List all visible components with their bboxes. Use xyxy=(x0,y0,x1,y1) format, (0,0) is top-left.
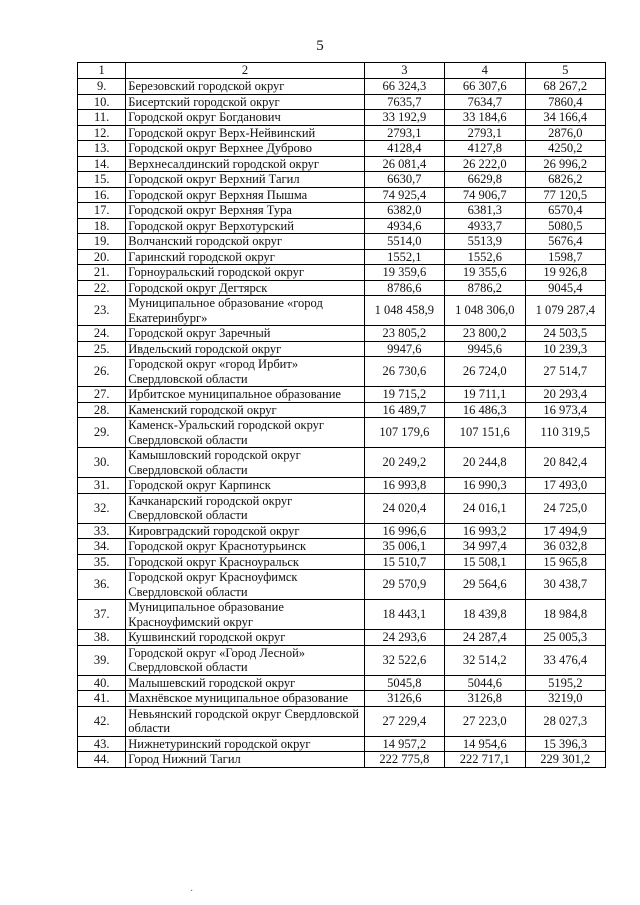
value-col-4: 20 244,8 xyxy=(445,448,525,478)
table-row xyxy=(78,172,606,188)
value-col-5: 17 493,0 xyxy=(525,478,605,494)
value-col-5: 16 973,4 xyxy=(525,402,605,418)
header-col-5: 5 xyxy=(525,63,605,79)
municipality-name: Городской округ Верхняя Пышма xyxy=(126,187,364,203)
municipality-name: Город Нижний Тагил xyxy=(126,752,364,768)
value-col-3: 8786,6 xyxy=(364,280,444,296)
value-col-3: 4128,4 xyxy=(364,141,444,157)
value-col-5: 20 293,4 xyxy=(525,387,605,403)
municipality-name: Муниципальное образование «город Екатеринбург» xyxy=(126,296,364,326)
row-number: 27. xyxy=(78,387,126,403)
value-col-3: 6630,7 xyxy=(364,172,444,188)
value-col-4: 6381,3 xyxy=(445,203,525,219)
municipality-name: Городской округ Краснотурьинск xyxy=(126,539,364,555)
row-number: 19. xyxy=(78,234,126,250)
value-col-3: 19 359,6 xyxy=(364,265,444,281)
row-number: 12. xyxy=(78,125,126,141)
table-row xyxy=(78,752,606,768)
row-number: 40. xyxy=(78,675,126,691)
municipality-name: Городской округ Верхний Тагил xyxy=(126,172,364,188)
table-row xyxy=(78,691,606,707)
table-row xyxy=(78,357,606,387)
row-number: 43. xyxy=(78,736,126,752)
value-col-4: 66 307,6 xyxy=(445,79,525,95)
value-col-5: 6826,2 xyxy=(525,172,605,188)
table-row xyxy=(78,218,606,234)
municipality-name: Ивдельский городской округ xyxy=(126,341,364,357)
value-col-5: 27 514,7 xyxy=(525,357,605,387)
value-col-5: 5080,5 xyxy=(525,218,605,234)
row-number: 37. xyxy=(78,600,126,630)
budget-table xyxy=(77,62,606,768)
value-col-3: 24 020,4 xyxy=(364,493,444,523)
scan-mark: · xyxy=(190,886,194,897)
table-row xyxy=(78,387,606,403)
municipality-name: Городской округ «Город Лесной» Свердловской области xyxy=(126,645,364,675)
table-row xyxy=(78,326,606,342)
row-number: 36. xyxy=(78,570,126,600)
table-row xyxy=(78,570,606,600)
value-col-4: 7634,7 xyxy=(445,94,525,110)
value-col-3: 20 249,2 xyxy=(364,448,444,478)
table-row xyxy=(78,94,606,110)
value-col-4: 19 711,1 xyxy=(445,387,525,403)
value-col-5: 7860,4 xyxy=(525,94,605,110)
row-number: 25. xyxy=(78,341,126,357)
municipality-name: Городской округ Верхотурский xyxy=(126,218,364,234)
value-col-5: 3219,0 xyxy=(525,691,605,707)
table-row xyxy=(78,187,606,203)
municipality-name: Кушвинский городской округ xyxy=(126,630,364,646)
value-col-4: 8786,2 xyxy=(445,280,525,296)
value-col-5: 30 438,7 xyxy=(525,570,605,600)
row-number: 24. xyxy=(78,326,126,342)
municipality-name: Городской округ Дегтярск xyxy=(126,280,364,296)
municipality-name: Невьянский городской округ Свердловской области xyxy=(126,706,364,736)
row-number: 22. xyxy=(78,280,126,296)
value-col-3: 32 522,6 xyxy=(364,645,444,675)
value-col-5: 10 239,3 xyxy=(525,341,605,357)
value-col-4: 16 486,3 xyxy=(445,402,525,418)
row-number: 32. xyxy=(78,493,126,523)
value-col-4: 23 800,2 xyxy=(445,326,525,342)
value-col-4: 6629,8 xyxy=(445,172,525,188)
municipality-name: Городской округ Верхняя Тура xyxy=(126,203,364,219)
value-col-4: 222 717,1 xyxy=(445,752,525,768)
table-row xyxy=(78,645,606,675)
municipality-name: Верхнесалдинский городской округ xyxy=(126,156,364,172)
row-number: 9. xyxy=(78,79,126,95)
value-col-3: 66 324,3 xyxy=(364,79,444,95)
table-row xyxy=(78,736,606,752)
table-row xyxy=(78,418,606,448)
value-col-3: 16 993,8 xyxy=(364,478,444,494)
municipality-name: Городской округ Верх-Нейвинский xyxy=(126,125,364,141)
row-number: 42. xyxy=(78,706,126,736)
municipality-name: Малышевский городской округ xyxy=(126,675,364,691)
municipality-name: Кировградский городской округ xyxy=(126,523,364,539)
row-number: 21. xyxy=(78,265,126,281)
municipality-name: Городской округ Красноуфимск Свердловской области xyxy=(126,570,364,600)
value-col-5: 9045,4 xyxy=(525,280,605,296)
value-col-4: 26 724,0 xyxy=(445,357,525,387)
value-col-3: 16 996,6 xyxy=(364,523,444,539)
value-col-4: 74 906,7 xyxy=(445,187,525,203)
value-col-5: 18 984,8 xyxy=(525,600,605,630)
row-number: 35. xyxy=(78,554,126,570)
value-col-4: 1552,6 xyxy=(445,249,525,265)
row-number: 26. xyxy=(78,357,126,387)
row-number: 41. xyxy=(78,691,126,707)
municipality-name: Городской округ Богданович xyxy=(126,110,364,126)
value-col-3: 5514,0 xyxy=(364,234,444,250)
table-row xyxy=(78,125,606,141)
table-body xyxy=(78,79,606,768)
value-col-3: 23 805,2 xyxy=(364,326,444,342)
value-col-4: 24 016,1 xyxy=(445,493,525,523)
value-col-3: 3126,6 xyxy=(364,691,444,707)
value-col-3: 2793,1 xyxy=(364,125,444,141)
table-row xyxy=(78,280,606,296)
value-col-3: 9947,6 xyxy=(364,341,444,357)
value-col-3: 5045,8 xyxy=(364,675,444,691)
value-col-3: 19 715,2 xyxy=(364,387,444,403)
value-col-4: 15 508,1 xyxy=(445,554,525,570)
value-col-5: 34 166,4 xyxy=(525,110,605,126)
municipality-name: Березовский городской округ xyxy=(126,79,364,95)
value-col-4: 33 184,6 xyxy=(445,110,525,126)
value-col-4: 16 990,3 xyxy=(445,478,525,494)
municipality-name: Нижнетуринский городской округ xyxy=(126,736,364,752)
value-col-3: 27 229,4 xyxy=(364,706,444,736)
table-row xyxy=(78,539,606,555)
value-col-5: 26 996,2 xyxy=(525,156,605,172)
value-col-3: 16 489,7 xyxy=(364,402,444,418)
value-col-4: 107 151,6 xyxy=(445,418,525,448)
value-col-4: 24 287,4 xyxy=(445,630,525,646)
value-col-5: 2876,0 xyxy=(525,125,605,141)
value-col-3: 35 006,1 xyxy=(364,539,444,555)
value-col-3: 14 957,2 xyxy=(364,736,444,752)
header-col-3: 3 xyxy=(364,63,444,79)
value-col-5: 77 120,5 xyxy=(525,187,605,203)
value-col-4: 32 514,2 xyxy=(445,645,525,675)
row-number: 23. xyxy=(78,296,126,326)
value-col-3: 222 775,8 xyxy=(364,752,444,768)
value-col-5: 1 079 287,4 xyxy=(525,296,605,326)
row-number: 11. xyxy=(78,110,126,126)
value-col-3: 15 510,7 xyxy=(364,554,444,570)
table-row xyxy=(78,141,606,157)
value-col-3: 24 293,6 xyxy=(364,630,444,646)
value-col-5: 5676,4 xyxy=(525,234,605,250)
row-number: 17. xyxy=(78,203,126,219)
row-number: 29. xyxy=(78,418,126,448)
value-col-3: 1552,1 xyxy=(364,249,444,265)
value-col-3: 4934,6 xyxy=(364,218,444,234)
table-row xyxy=(78,110,606,126)
value-col-5: 25 005,3 xyxy=(525,630,605,646)
value-col-5: 1598,7 xyxy=(525,249,605,265)
municipality-name: Городской округ «город Ирбит» Свердловской области xyxy=(126,357,364,387)
row-number: 20. xyxy=(78,249,126,265)
municipality-name: Камышловский городской округ Свердловской области xyxy=(126,448,364,478)
value-col-3: 29 570,9 xyxy=(364,570,444,600)
value-col-5: 110 319,5 xyxy=(525,418,605,448)
value-col-5: 4250,2 xyxy=(525,141,605,157)
row-number: 28. xyxy=(78,402,126,418)
table-row xyxy=(78,402,606,418)
table-row xyxy=(78,341,606,357)
value-col-3: 6382,0 xyxy=(364,203,444,219)
table-row xyxy=(78,706,606,736)
value-col-3: 26 730,6 xyxy=(364,357,444,387)
value-col-3: 1 048 458,9 xyxy=(364,296,444,326)
value-col-5: 15 965,8 xyxy=(525,554,605,570)
header-col-2: 2 xyxy=(126,63,364,79)
table-row xyxy=(78,203,606,219)
table-row xyxy=(78,156,606,172)
table-row xyxy=(78,493,606,523)
row-number: 18. xyxy=(78,218,126,234)
row-number: 10. xyxy=(78,94,126,110)
value-col-4: 29 564,6 xyxy=(445,570,525,600)
value-col-5: 33 476,4 xyxy=(525,645,605,675)
value-col-4: 27 223,0 xyxy=(445,706,525,736)
municipality-name: Каменский городской округ xyxy=(126,402,364,418)
table-row xyxy=(78,630,606,646)
row-number: 16. xyxy=(78,187,126,203)
row-number: 33. xyxy=(78,523,126,539)
value-col-4: 2793,1 xyxy=(445,125,525,141)
row-number: 15. xyxy=(78,172,126,188)
table-row xyxy=(78,448,606,478)
value-col-4: 16 993,2 xyxy=(445,523,525,539)
value-col-4: 19 355,6 xyxy=(445,265,525,281)
value-col-5: 24 503,5 xyxy=(525,326,605,342)
value-col-3: 7635,7 xyxy=(364,94,444,110)
row-number: 30. xyxy=(78,448,126,478)
value-col-3: 18 443,1 xyxy=(364,600,444,630)
value-col-5: 36 032,8 xyxy=(525,539,605,555)
value-col-4: 4127,8 xyxy=(445,141,525,157)
value-col-4: 14 954,6 xyxy=(445,736,525,752)
value-col-5: 17 494,9 xyxy=(525,523,605,539)
value-col-4: 5513,9 xyxy=(445,234,525,250)
row-number: 38. xyxy=(78,630,126,646)
header-row xyxy=(78,63,606,79)
table-row xyxy=(78,600,606,630)
row-number: 13. xyxy=(78,141,126,157)
value-col-5: 5195,2 xyxy=(525,675,605,691)
table-row xyxy=(78,265,606,281)
header-col-1: 1 xyxy=(78,63,126,79)
row-number: 34. xyxy=(78,539,126,555)
municipality-name: Качканарский городской округ Свердловской области xyxy=(126,493,364,523)
value-col-5: 28 027,3 xyxy=(525,706,605,736)
value-col-4: 4933,7 xyxy=(445,218,525,234)
value-col-3: 33 192,9 xyxy=(364,110,444,126)
table-row xyxy=(78,675,606,691)
value-col-5: 68 267,2 xyxy=(525,79,605,95)
table-row xyxy=(78,296,606,326)
municipality-name: Городской округ Карпинск xyxy=(126,478,364,494)
value-col-5: 20 842,4 xyxy=(525,448,605,478)
municipality-name: Гаринский городской округ xyxy=(126,249,364,265)
value-col-5: 15 396,3 xyxy=(525,736,605,752)
value-col-4: 26 222,0 xyxy=(445,156,525,172)
municipality-name: Волчанский городской округ xyxy=(126,234,364,250)
value-col-4: 34 997,4 xyxy=(445,539,525,555)
value-col-4: 1 048 306,0 xyxy=(445,296,525,326)
value-col-3: 26 081,4 xyxy=(364,156,444,172)
table-row xyxy=(78,234,606,250)
municipality-name: Бисертский городской округ xyxy=(126,94,364,110)
table-row xyxy=(78,249,606,265)
value-col-4: 9945,6 xyxy=(445,341,525,357)
table-row xyxy=(78,554,606,570)
value-col-4: 18 439,8 xyxy=(445,600,525,630)
row-number: 14. xyxy=(78,156,126,172)
row-number: 31. xyxy=(78,478,126,494)
municipality-name: Городской округ Верхнее Дуброво xyxy=(126,141,364,157)
table-row xyxy=(78,523,606,539)
table-row xyxy=(78,79,606,95)
municipality-name: Городской округ Заречный xyxy=(126,326,364,342)
page-number: 5 xyxy=(316,38,324,54)
value-col-4: 3126,8 xyxy=(445,691,525,707)
value-col-4: 5044,6 xyxy=(445,675,525,691)
row-number: 44. xyxy=(78,752,126,768)
value-col-5: 24 725,0 xyxy=(525,493,605,523)
value-col-5: 19 926,8 xyxy=(525,265,605,281)
header-col-4: 4 xyxy=(445,63,525,79)
table-row xyxy=(78,478,606,494)
municipality-name: Махнёвское муниципальное образование xyxy=(126,691,364,707)
municipality-name: Каменск-Уральский городской округ Свердловской области xyxy=(126,418,364,448)
row-number: 39. xyxy=(78,645,126,675)
municipality-name: Ирбитское муниципальное образование xyxy=(126,387,364,403)
municipality-name: Горноуральский городской округ xyxy=(126,265,364,281)
municipality-name: Муниципальное образование Красноуфимский округ xyxy=(126,600,364,630)
value-col-5: 6570,4 xyxy=(525,203,605,219)
value-col-3: 74 925,4 xyxy=(364,187,444,203)
municipality-name: Городской округ Красноуральск xyxy=(126,554,364,570)
value-col-3: 107 179,6 xyxy=(364,418,444,448)
value-col-5: 229 301,2 xyxy=(525,752,605,768)
